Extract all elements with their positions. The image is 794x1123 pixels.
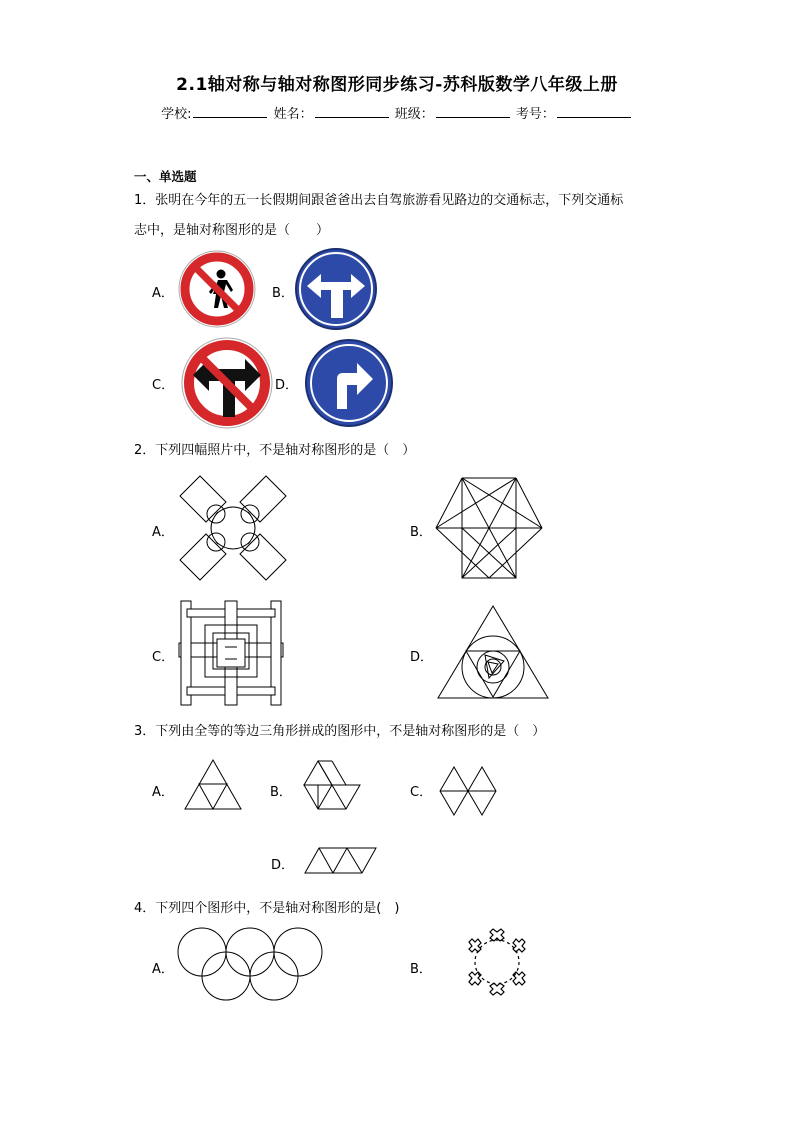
- class-blank[interactable]: [436, 105, 510, 118]
- q2-option-b-label: B．: [410, 525, 432, 540]
- star-lines-figure-icon: [434, 476, 544, 580]
- student-info-line: [0, 103, 794, 122]
- q1-option-c-label: C．: [152, 378, 175, 393]
- q2-option-c-label: C．: [152, 650, 175, 665]
- school-blank[interactable]: [193, 105, 267, 118]
- question-1-line-1: 1．张明在今年的五一长假期间跟爸爸出去自驾旅游看见路边的交通标志，下列交通标: [134, 193, 624, 208]
- school-label: 学校:: [161, 107, 192, 122]
- no-pedestrian-sign-icon: [178, 250, 258, 330]
- olympic-rings-icon: [176, 926, 324, 1002]
- five-triangle-shape-icon: [302, 760, 364, 812]
- number-blank[interactable]: [557, 105, 631, 118]
- no-left-turn-sign-icon: [181, 337, 273, 429]
- straight-or-left-arrow-sign-icon: [295, 248, 379, 332]
- question-2: 2．下列四幅照片中，不是轴对称图形的是（ ）: [134, 443, 416, 458]
- section-heading: 一、单选题: [134, 169, 197, 184]
- q3-option-d-label: D．: [271, 858, 295, 873]
- q1-option-b-label: B．: [272, 286, 294, 301]
- q1-option-a-label: A．: [152, 286, 174, 301]
- two-hexagon-rhombus-shape-icon: [438, 765, 498, 819]
- four-arm-figure-icon: [178, 474, 288, 582]
- number-label: 考号：: [515, 107, 555, 122]
- question-4: 4．下列四个图形中，不是轴对称图形的是( ): [134, 901, 400, 916]
- q4-option-a-label: A．: [152, 962, 174, 977]
- triangle-of-four-triangles-icon: [183, 759, 243, 811]
- q2-option-a-label: A．: [152, 525, 174, 540]
- q2-option-d-label: D．: [410, 650, 434, 665]
- q1-option-d-label: D．: [275, 378, 299, 393]
- snowflake-ring-icon: [458, 926, 536, 998]
- name-blank[interactable]: [315, 105, 389, 118]
- triangle-circles-figure-icon: [436, 604, 550, 700]
- woven-frame-figure-icon: [177, 599, 285, 707]
- q4-option-b-label: B．: [410, 962, 432, 977]
- name-label: 姓名：: [273, 107, 313, 122]
- parallelogram-of-triangles-icon: [304, 846, 378, 876]
- q3-option-a-label: A．: [152, 785, 174, 800]
- q3-option-c-label: C．: [410, 785, 433, 800]
- q3-option-b-label: B．: [270, 785, 292, 800]
- question-3: 3．下列由全等的等边三角形拼成的图形中，不是轴对称图形的是（ ）: [134, 724, 546, 739]
- page-title: 2.1轴对称与轴对称图形同步练习-苏科版数学八年级上册: [176, 75, 618, 95]
- class-label: 班级：: [394, 107, 434, 122]
- question-1-line-2: 志中，是轴对称图形的是（ ）: [134, 223, 330, 238]
- right-turn-arrow-sign-icon: [305, 339, 395, 429]
